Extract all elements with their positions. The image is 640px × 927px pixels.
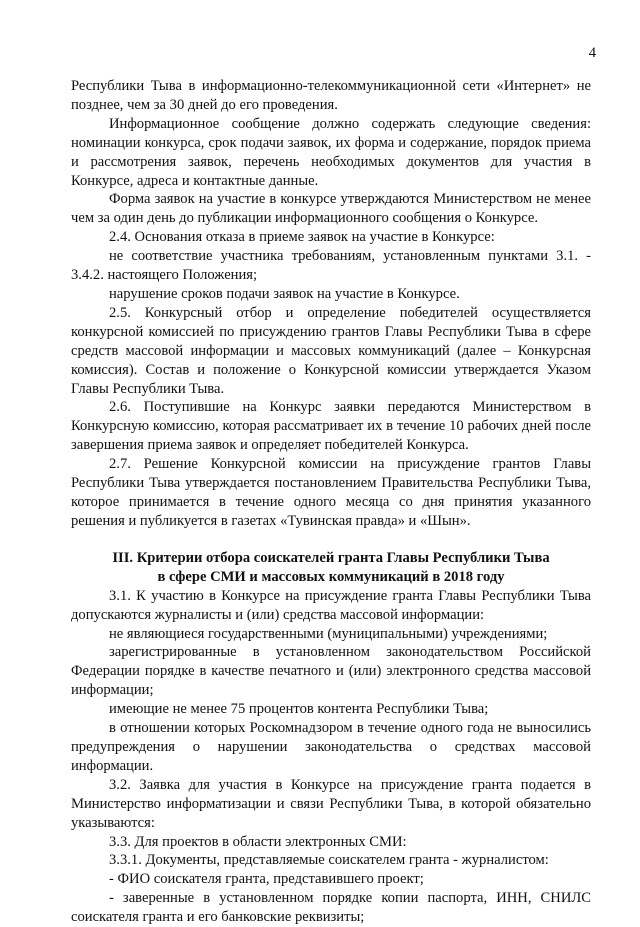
paragraph: 2.7. Решение Конкурсной комиссии на присуждение грантов Главы Республики Тыва утверждается постановлением Правительства Республики Тыва, которое принимается в течение одного месяца со дня принятия указанного решения и публикуется в газетах «Тувинская правда» и «Шын». — [71, 456, 591, 529]
section-heading-line-2: в сфере СМИ и массовых коммуникаций в 2018 году — [157, 568, 505, 585]
paragraph: в отношении которых Роскомнадзором в течение одного года не выносились предупреждения о нарушении законодательства о средствах массовой информации. — [71, 720, 591, 774]
paragraph: - ФИО соискателя гранта, представившего проект; — [109, 871, 424, 888]
paragraph: 2.5. Конкурсный отбор и определение победителей осуществляется конкурсной комиссией по присуждению грантов Главы Республики Тыва в сфере средств массовой информации и массовых коммуникаций (далее – Конкурсная комиссия). Состав и положение о Конкурсной комиссии утверждается Указом Главы Республики Тыва. — [71, 304, 591, 397]
page-number: 4 — [588, 45, 596, 61]
paragraph: Республики Тыва в информационно-телекоммуникационной сети «Интернет» не позднее, чем за 30 дней до его проведения. — [71, 78, 591, 113]
paragraph: Форма заявок на участие в конкурсе утверждаются Министерством не менее чем за один день до публикации информационного сообщения о Конкурсе. — [71, 191, 591, 227]
section-heading-line-1: III. Критерии отбора соискателей гранта Главы Республики Тыва — [112, 549, 550, 566]
paragraph: не являющиеся государственными (муниципальными) учреждениями; — [109, 625, 548, 642]
paragraph: имеющие не менее 75 процентов контента Республики Тыва; — [109, 701, 489, 718]
paragraph: не соответствие участника требованиям, установленным пунктами 3.1. - 3.4.2. настоящего Положения; — [71, 248, 591, 284]
spacer — [71, 531, 591, 549]
paragraph: Информационное сообщение должно содержать следующие сведения: номинации конкурса, срок подачи заявок, их форма и содержание, порядок приема и рассмотрения заявок, перечень необходимых документов для участия в Конкурсе, адреса и контактные данные. — [71, 115, 591, 189]
paragraph: нарушение сроков подачи заявок на участие в Конкурсе. — [109, 285, 460, 302]
paragraph: 3.3.1. Документы, представляемые соискателем гранта - журналистом: — [109, 852, 549, 869]
paragraph: 3.1. К участию в Конкурсе на присуждение гранта Главы Республики Тыва допускаются журналисты и (или) средства массовой информации: — [71, 587, 591, 623]
paragraph: 2.4. Основания отказа в приеме заявок на участие в Конкурсе: — [109, 229, 495, 246]
paragraph: 3.3. Для проектов в области электронных СМИ: — [109, 833, 407, 850]
paragraph: - заверенные в установленном порядке копии паспорта, ИНН, СНИЛС соискателя гранта и его банковские реквизиты; — [71, 890, 591, 926]
paragraph: 3.2. Заявка для участия в Конкурсе на присуждение гранта подается в Министерство информатизации и связи Республики Тыва, в которой обязательно указываются: — [71, 776, 591, 831]
document-body — [71, 77, 591, 927]
paragraph: 2.6. Поступившие на Конкурс заявки передаются Министерством в Конкурсную комиссию, которая рассматривает их в течение 10 рабочих дней после завершения приема заявок и определяет победителей Конкурса. — [71, 399, 591, 454]
paragraph: зарегистрированные в установленном законодательством Российской Федерации порядке в качестве печатного и (или) электронного средства массовой информации; — [71, 644, 591, 699]
